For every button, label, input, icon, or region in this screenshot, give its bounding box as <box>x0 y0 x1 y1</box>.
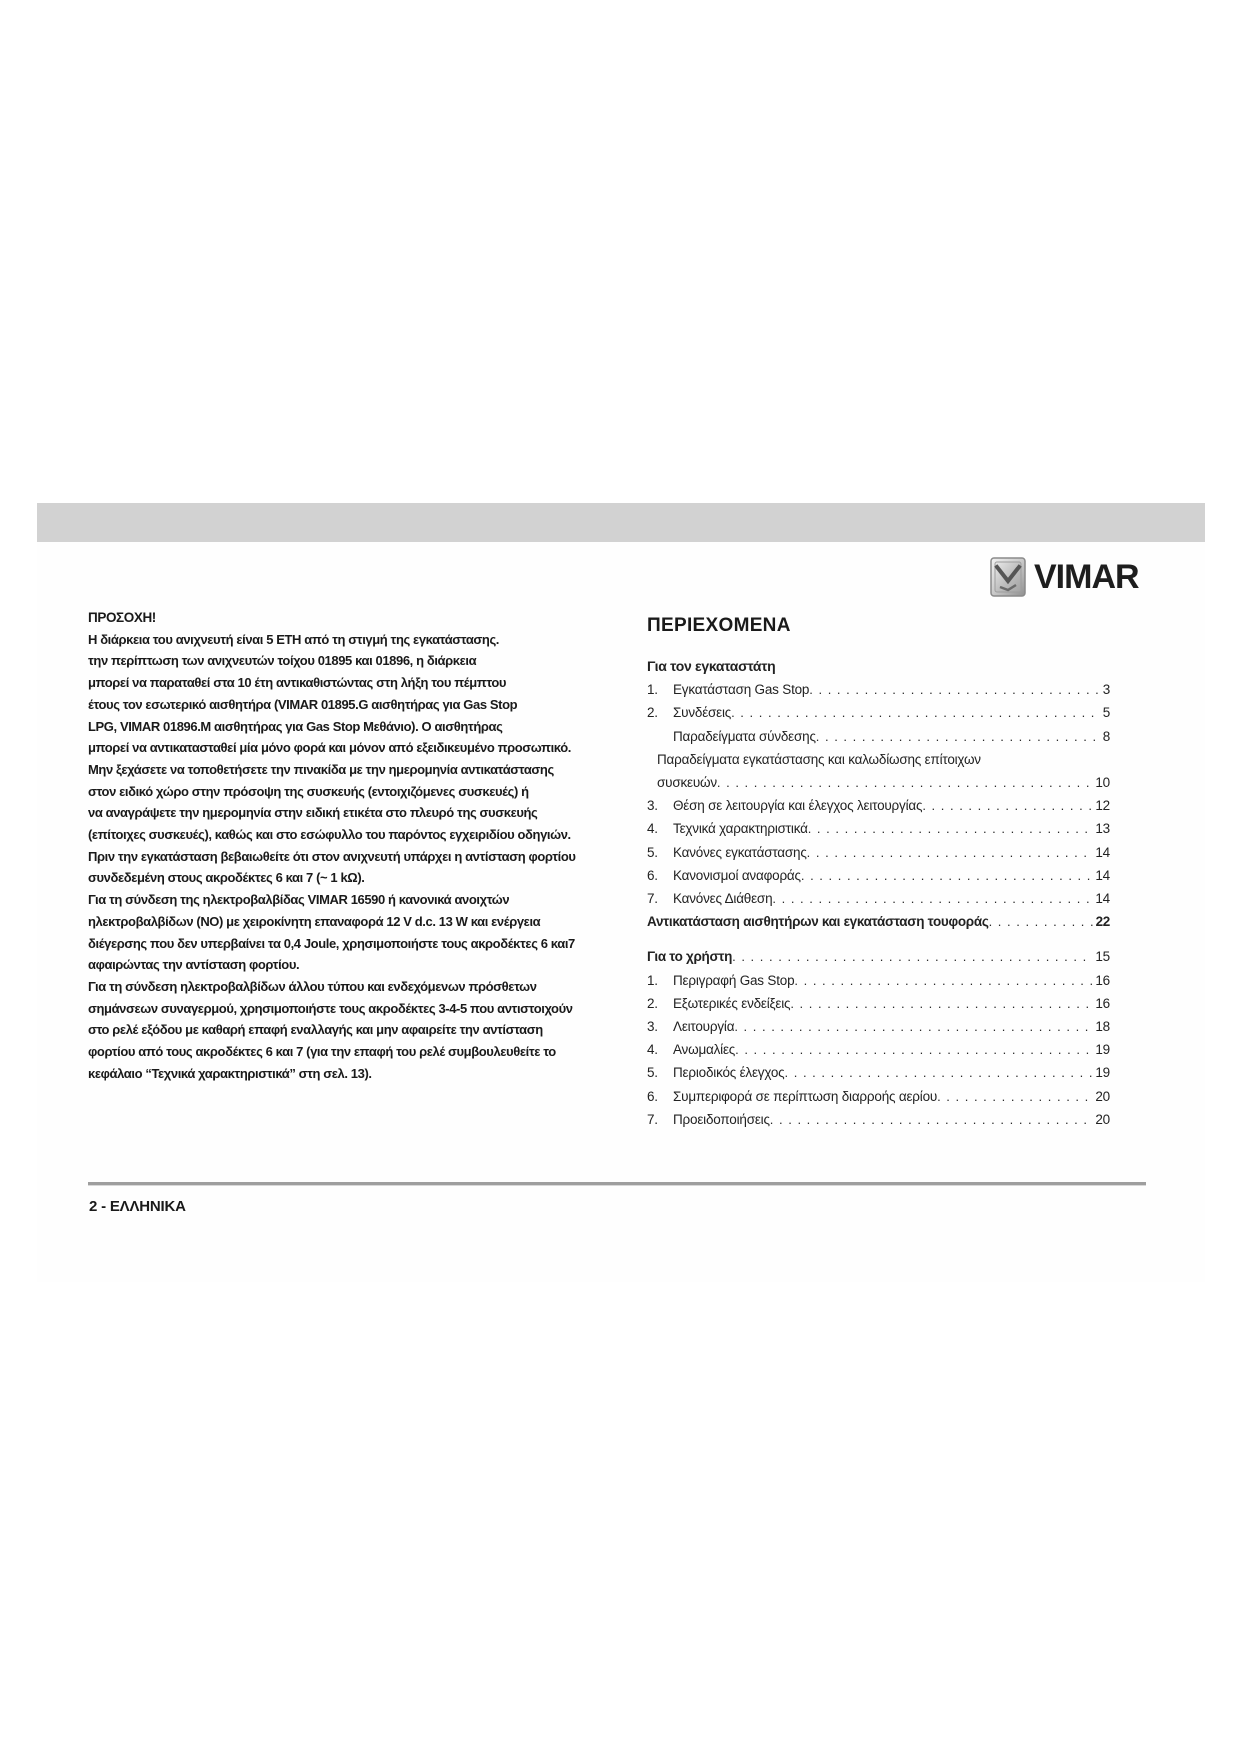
toc-entry <box>647 678 1110 701</box>
toc-entry-number: 2. <box>647 705 658 721</box>
toc-dot-leader <box>937 1085 1093 1108</box>
toc-entry-page: 5 <box>1102 705 1110 721</box>
toc-entry-page: 22 <box>1095 914 1110 930</box>
warning-line: έτους τον εσωτερικό αισθητήρα (VIMAR 01895.G αισθητήρας για Gas Stop <box>88 696 518 712</box>
toc-entry-page: 19 <box>1095 1065 1110 1081</box>
toc-entry <box>647 701 1110 724</box>
toc-entry <box>647 945 1110 968</box>
toc-rows <box>647 655 1110 1131</box>
warning-line: μπορεί να παραταθεί στα 10 έτη αντικαθιστώντας στη λήξη του πέμπτου <box>88 675 507 691</box>
warning-line: αφαιρώντας την αντίσταση φορτίου. <box>88 957 300 973</box>
warning-line: Για τη σύνδεση ηλεκτροβαλβίδων άλλου τύπου και ενδεχόμενων πρόσθετων <box>88 978 537 994</box>
toc-entry-label: Παραδείγματα σύνδεσης <box>673 728 816 744</box>
toc-section-heading <box>647 655 1110 678</box>
toc-entry-label: Τεχνικά χαρακτηριστικά <box>673 821 808 837</box>
toc-entry <box>647 910 1110 933</box>
warning-line: στο ρελέ εξόδου με καθαρή επαφή εναλλαγής και μην αφαιρείτε την αντίσταση <box>88 1022 543 1038</box>
toc-entry <box>647 771 1110 794</box>
vimar-logo-icon <box>990 557 1026 597</box>
toc-entry-label: Περιγραφή Gas Stop <box>673 972 795 988</box>
toc-entry <box>647 1108 1110 1131</box>
toc-entry-number: 6. <box>647 867 658 883</box>
toc-entry <box>647 748 1110 771</box>
toc-entry-page: 8 <box>1102 728 1110 744</box>
toc-entry-number: 7. <box>647 891 658 907</box>
toc-dot-leader <box>790 992 1093 1015</box>
toc-entry-page: 3 <box>1102 682 1110 698</box>
toc-entry-label: Αντικατάσταση αισθητήρων και εγκατάσταση τουφοράς <box>647 914 989 930</box>
toc-entry-label: Συνδέσεις <box>673 705 732 721</box>
warning-line: μπορεί να αντικατασταθεί μία μόνο φορά και μόνον από εξειδικευμένο προσωπικό. <box>88 740 571 756</box>
warning-line: Πριν την εγκατάσταση βεβαιωθείτε ότι στον ανιχνευτή υπάρχει η αντίσταση φορτίου <box>88 848 576 864</box>
warning-line: την περίπτωση των ανιχνευτών τοίχου 01895 και 01896, η διάρκεια <box>88 653 477 669</box>
warning-line: να αναγράψετε την ημερομηνία στην ειδική ετικέτα στο πλευρό της συσκευής <box>88 805 538 821</box>
toc-entry-label: Για τον εγκαταστάτη <box>647 658 776 674</box>
toc-entry-number: 4. <box>647 1042 658 1058</box>
warning-line: ηλεκτροβαλβίδων (ΝΟ) με χειροκίνητη επαναφορά 12 V d.c. 13 W και ενέργεια <box>88 913 541 929</box>
toc-entry-label: Κανονισμοί αναφοράς <box>673 867 801 883</box>
toc-entry-page: 18 <box>1095 1019 1110 1035</box>
toc-dot-leader <box>717 771 1093 794</box>
toc-dot-leader <box>808 817 1094 840</box>
toc-entry-label: Κανόνες εγκατάστασης <box>673 844 807 860</box>
toc-entry-label: συσκευών <box>657 775 717 791</box>
toc-dot-leader <box>809 678 1100 701</box>
toc-entry <box>647 1061 1110 1084</box>
toc-entry-number: 6. <box>647 1088 658 1104</box>
toc-entry <box>647 1038 1110 1061</box>
toc-entry <box>647 817 1110 840</box>
toc-entry-label: Εξωτερικές ενδείξεις <box>673 995 791 1011</box>
warning-line: LPG, VIMAR 01896.M αισθητήρας για Gas Stop Μεθάνιο). Ο αισθητήρας <box>88 718 503 734</box>
top-banner <box>37 503 1205 542</box>
warning-section <box>88 607 588 1084</box>
vimar-logo <box>990 557 1139 597</box>
toc-entry-label: Προειδοποιήσεις <box>673 1111 770 1127</box>
toc-entry-label: Εγκατάσταση Gas Stop <box>673 682 810 698</box>
toc-entry-page: 20 <box>1095 1088 1110 1104</box>
toc-dot-leader <box>770 1108 1094 1131</box>
warning-line: Μην ξεχάσετε να τοποθετήσετε την πινακίδα με την ημερομηνία αντικατάστασης <box>88 761 554 777</box>
warning-line: στον ειδικό χώρο στην πρόσοψη της συσκευής (εντοιχιζόμενες συσκευές) ή <box>88 783 529 799</box>
warning-line: Η διάρκεια του ανιχνευτή είναι 5 ΕΤΗ από τη στιγμή της εγκατάστασης. <box>88 631 500 647</box>
toc-dot-leader <box>735 1038 1093 1061</box>
warning-line: (επίτοιχες συσκευές), καθώς και στο εσώφυλλο του παρόντος εγχειριδίου οδηγιών. <box>88 827 571 843</box>
warning-heading: ΠΡΟΣΟΧΗ! <box>88 610 156 625</box>
toc-entry-page: 15 <box>1095 949 1110 965</box>
toc-entry-page: 19 <box>1095 1042 1110 1058</box>
toc-dot-leader <box>731 701 1101 724</box>
footer-rule <box>88 1182 1146 1186</box>
toc-dot-leader <box>989 910 1094 933</box>
footer-page-label: 2 - ΕΛΛΗΝΙΚΑ <box>89 1198 186 1215</box>
toc-entry-label: Λειτουργία <box>673 1019 735 1035</box>
warning-line: φορτίου από τους ακροδέκτες 6 και 7 (για την επαφή του ρελέ συμβουλευθείτε το <box>88 1044 556 1060</box>
warning-line: συνδεδεμένη στους ακροδέκτες 6 και 7 (~ 1 kΩ). <box>88 870 365 886</box>
toc-entry-page: 14 <box>1095 844 1110 860</box>
toc-entry <box>647 969 1110 992</box>
toc-entry-number: 2. <box>647 995 658 1011</box>
toc-entry <box>647 725 1110 748</box>
toc-entry <box>647 794 1110 817</box>
toc-dot-leader <box>734 1015 1093 1038</box>
toc-entry-page: 12 <box>1095 798 1110 814</box>
toc-dot-leader <box>922 794 1093 817</box>
toc-entry-label: Παραδείγματα εγκατάστασης και καλωδίωσης επίτοιχων <box>657 751 981 767</box>
toc-entry-label: Κανόνες Διάθεση <box>673 891 773 907</box>
toc-entry-page: 16 <box>1095 995 1110 1011</box>
toc-dot-leader <box>772 887 1093 910</box>
warning-line: κεφάλαιο “Τεχνικά χαρακτηριστικά” στη σελ. 13). <box>88 1065 372 1081</box>
toc-entry-number: 1. <box>647 682 658 698</box>
toc-dot-leader <box>807 841 1094 864</box>
toc-title: ΠΕΡΙΕΧΟΜΕΝΑ <box>647 615 791 636</box>
toc-entry-page: 10 <box>1095 775 1110 791</box>
toc-entry-page: 13 <box>1095 821 1110 837</box>
toc-entry-label: Για το χρήστη <box>647 949 733 965</box>
toc-entry <box>647 1085 1110 1108</box>
vimar-logo-text: VIMAR <box>1034 558 1139 596</box>
toc-entry-label: Περιοδικός έλεγχος <box>673 1065 785 1081</box>
toc-entry-page: 14 <box>1095 891 1110 907</box>
toc-entry-number: 1. <box>647 972 658 988</box>
toc-entry-label: Συμπεριφορά σε περίπτωση διαρροής αερίου <box>673 1088 938 1104</box>
warning-line: Για τη σύνδεση της ηλεκτροβαλβίδας VIMAR 16590 ή κανονικά ανοιχτών <box>88 892 510 908</box>
toc-entry <box>647 841 1110 864</box>
warning-body <box>88 629 588 1085</box>
toc-dot-leader <box>732 945 1093 968</box>
toc-entry <box>647 1015 1110 1038</box>
toc-entry-page: 16 <box>1095 972 1110 988</box>
warning-line: σημάνσεων συναγερμού, χρησιμοποιήστε τους ακροδέκτες 3-4-5 που αντιστοιχούν <box>88 1000 573 1016</box>
toc-entry-number: 5. <box>647 844 658 860</box>
toc-entry-page: 14 <box>1095 867 1110 883</box>
toc-dot-leader <box>794 969 1093 992</box>
toc-entry-page: 20 <box>1095 1111 1110 1127</box>
toc-entry <box>647 864 1110 887</box>
toc-section <box>647 615 1110 1131</box>
toc-entry-number: 7. <box>647 1111 658 1127</box>
toc-entry-number: 3. <box>647 1019 658 1035</box>
toc-entry-number: 4. <box>647 821 658 837</box>
toc-dot-leader <box>785 1061 1094 1084</box>
toc-dot-leader <box>801 864 1094 887</box>
toc-entry-number: 5. <box>647 1065 658 1081</box>
toc-entry <box>647 992 1110 1015</box>
toc-entry <box>647 887 1110 910</box>
toc-entry-label: Ανωμαλίες <box>673 1042 736 1058</box>
toc-entry-label: Θέση σε λειτουργία και έλεγχος λειτουργίας <box>673 798 923 814</box>
toc-dot-leader <box>816 725 1101 748</box>
toc-entry-number: 3. <box>647 798 658 814</box>
warning-line: διέγερσης που δεν υπερβαίνει τα 0,4 Joule, χρησιμοποιήστε τους ακροδέκτες 6 και7 <box>88 935 575 951</box>
